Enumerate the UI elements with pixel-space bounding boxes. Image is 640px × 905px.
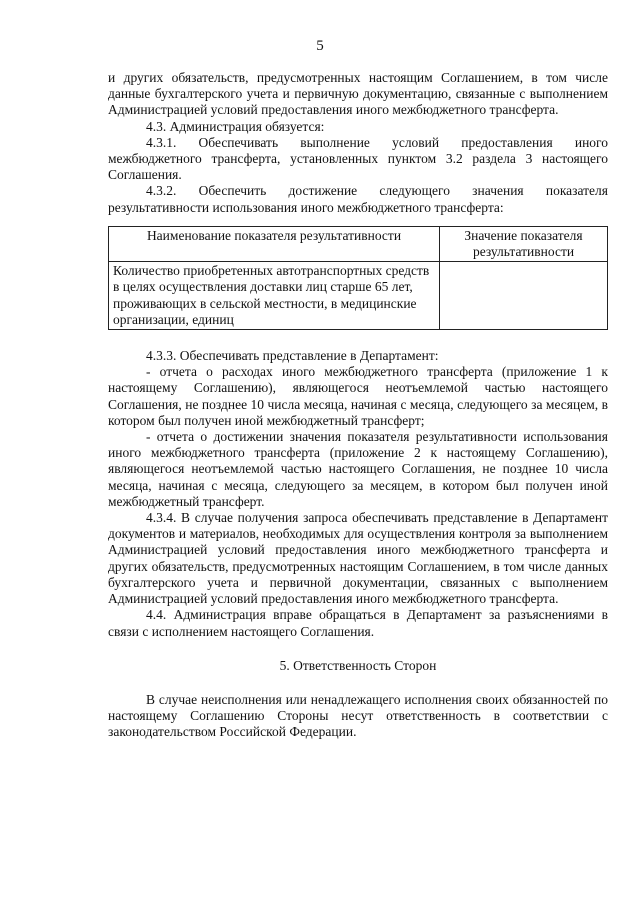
paragraph-4-4: 4.4. Администрация вправе обращаться в Департамент за разъяснениями в связи с исполнением настоящего Соглашения.	[108, 607, 608, 639]
page-number: 5	[316, 38, 324, 54]
section-title: 5. Ответственность Сторон	[279, 657, 437, 673]
paragraph-performance-report: - отчета о достижении значения показателя результативности использования иного межбюджетного трансферта (приложение 2 к настоящему Соглашению), являющегося неотъемлемой частью настоящего Соглашения, не позднее 10 числа месяца, начиная с месяца, следующего за месяцем, в котором был получен иной межбюджетный трансферт.	[108, 429, 608, 509]
paragraph-continuation: и других обязательств, предусмотренных настоящим Соглашением, в том числе данные бухгалтерского учета и первичную документацию, связанные с выполнением Администрацией условий предоставления иного межбюджетного трансферта.	[108, 70, 608, 118]
document-body	[108, 70, 608, 741]
paragraph-expense-report: - отчета о расходах иного межбюджетного трансферта (приложение 1 к настоящему Соглашению), являющегося неотъемлемой частью настоящего Соглашения, не позднее 10 числа месяца, начиная с месяца, следующего за месяцем, в котором был получен иной межбюджетный трансферт;	[108, 364, 608, 428]
paragraph-responsibility: В случае неисполнения или ненадлежащего исполнения своих обязанностей по настоящему Соглашению Стороны несут ответственность в соответствии с законодательством Российской Федерации.	[108, 691, 608, 740]
cell-indicator-value	[440, 262, 608, 330]
paragraph-4-3-3: 4.3.3. Обеспечивать представление в Департамент:	[146, 348, 439, 364]
paragraph-4-3: 4.3. Администрация обязуется:	[146, 118, 325, 134]
indicator-table	[108, 226, 608, 330]
paragraph-4-3-4: 4.3.4. В случае получения запроса обеспечивать представление в Департамент документов и материалов, необходимых для осуществления контроля за выполнением Администрацией условий предоставления иного межбюджетного трансферта и других обязательств, предусмотренных настоящим Соглашением, в том числе данных бухгалтерского учета и первичной документации, связанных с выполнением Администрацией условий предоставления иного межбюджетного трансферта.	[108, 510, 608, 607]
table-row	[109, 262, 608, 330]
cell-indicator-name: Количество приобретенных автотранспортных средств в целях осуществления доставки лиц старше 65 лет, проживающих в сельской местности, в медицинские организации, единиц	[109, 262, 440, 330]
paragraph-4-3-2: 4.3.2. Обеспечить достижение следующего значения показателя результативности использования иного межбюджетного трансферта:	[108, 183, 608, 215]
paragraph-4-3-1: 4.3.1. Обеспечивать выполнение условий предоставления иного межбюджетного трансферта, установленных пунктом 3.2 раздела 3 настоящего Соглашения.	[108, 134, 608, 183]
table-header-row	[109, 226, 608, 261]
header-indicator-name: Наименование показателя результативности	[109, 226, 440, 261]
header-indicator-value: Значение показателя результативности	[440, 226, 608, 261]
